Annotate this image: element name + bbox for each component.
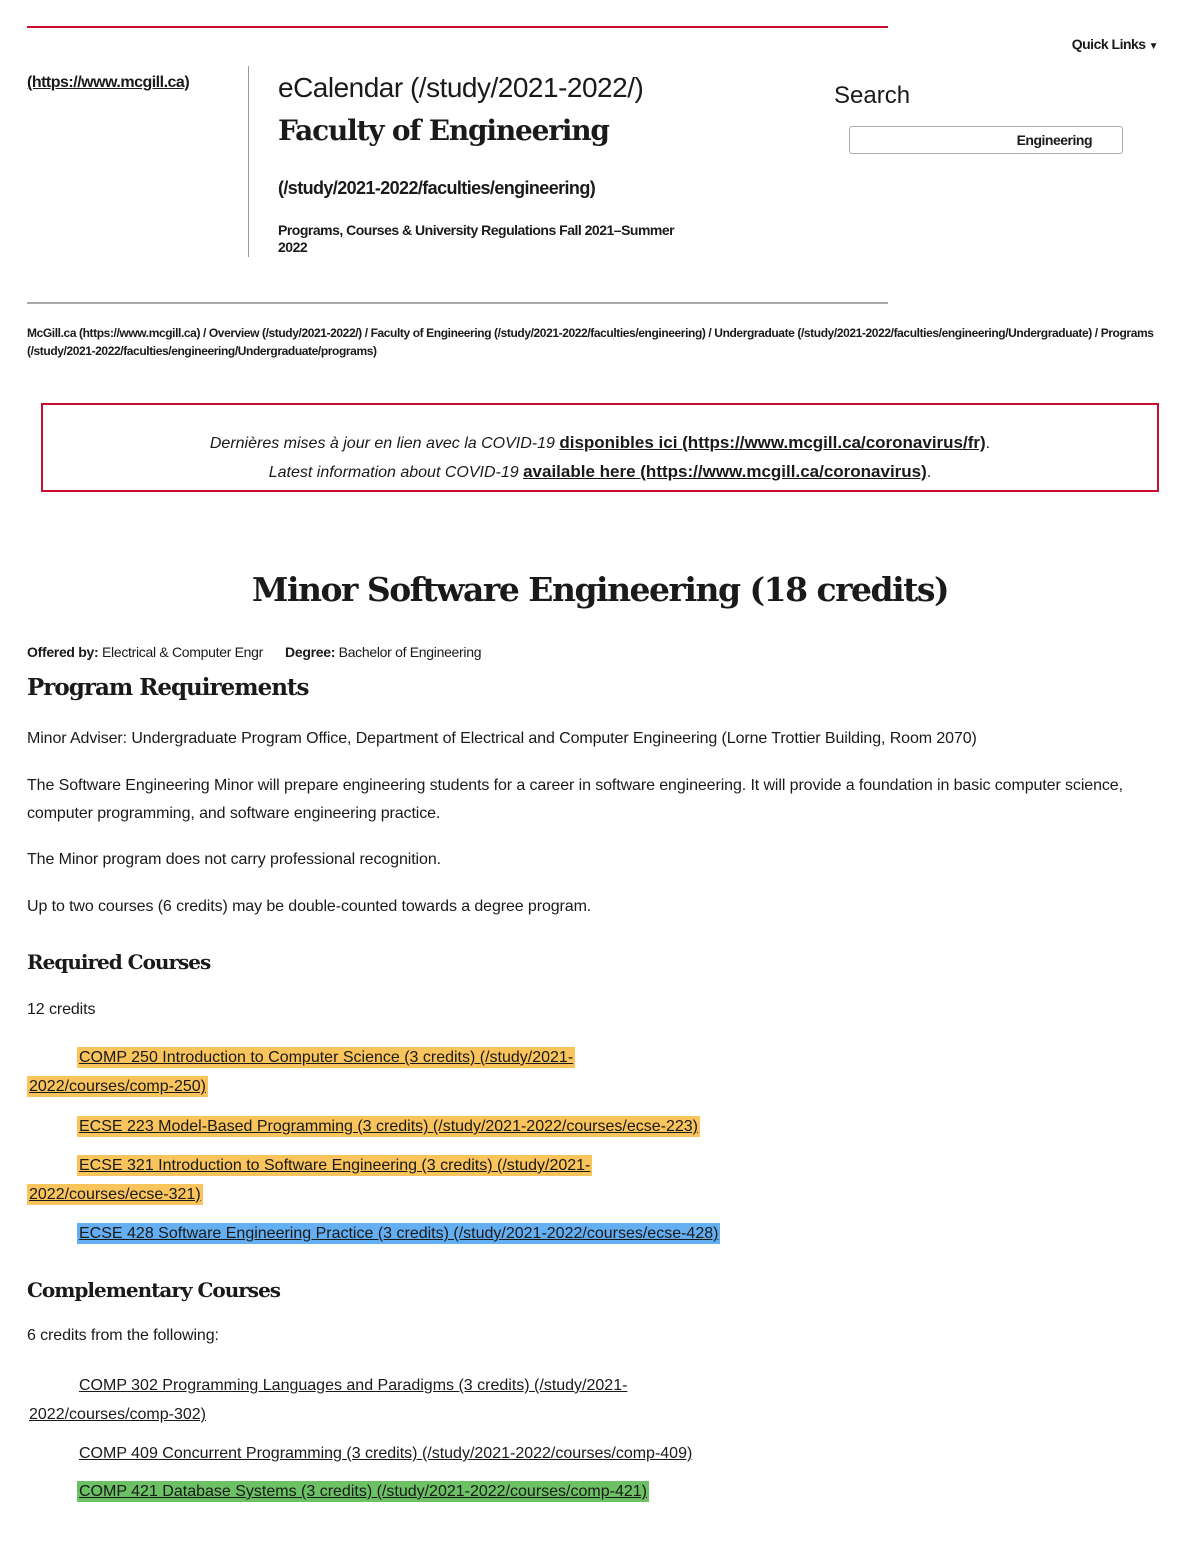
course-link-text[interactable] — [77, 1116, 700, 1137]
course-line: ECSE 223 Model-Based Programming (3 credits) (/study/2021-2022/courses/ecse-223) — [79, 1118, 698, 1135]
top-red-rule — [27, 26, 888, 28]
breadcrumb-item-undergraduate[interactable]: Undergraduate (/study/2021-2022/faculties/engineering/Undergraduate) — [714, 326, 1092, 340]
quick-links-menu[interactable] — [1072, 36, 1158, 52]
period: . — [985, 435, 991, 452]
programs-subtitle: Programs, Courses & University Regulations Fall 2021–Summer 2022 — [278, 222, 675, 255]
course-line: COMP 421 Database Systems (3 credits) (/study/2021-2022/courses/comp-421) — [79, 1483, 647, 1500]
course-line: COMP 302 Programming Languages and Paradigms (3 credits) (/study/2021- — [79, 1377, 628, 1394]
breadcrumb-separator: / — [361, 326, 371, 340]
required-credits: 12 credits — [27, 1001, 96, 1018]
course-link-text[interactable] — [27, 1047, 575, 1097]
degree-label: Degree: — [285, 644, 336, 660]
complementary-credits: 6 credits from the following: — [27, 1327, 219, 1344]
course-link-ecse-223[interactable] — [27, 1112, 927, 1141]
course-link-text[interactable] — [27, 1155, 592, 1205]
breadcrumb-item-programs[interactable]: Programs (/study/2021-2022/faculties/engineering/Undergraduate/programs) — [27, 326, 1154, 358]
mcgill-home-link[interactable]: (https://www.mcgill.ca) — [27, 74, 190, 91]
program-meta — [27, 644, 481, 660]
header-bottom-rule — [27, 302, 888, 304]
breadcrumb-separator: / — [200, 326, 209, 340]
course-link-text[interactable] — [77, 1223, 720, 1244]
offered-by-value: Electrical & Computer Engr — [98, 644, 264, 660]
course-line: 2022/courses/ecse-321) — [29, 1186, 201, 1203]
ecalendar-link[interactable]: eCalendar (/study/2021-2022/) — [278, 72, 644, 103]
page-title: Minor Software Engineering (18 credits) — [251, 570, 949, 609]
program-requirements-heading: Program Requirements — [27, 674, 309, 701]
course-link-ecse-428[interactable] — [27, 1219, 927, 1248]
course-link-comp-302[interactable] — [27, 1371, 927, 1429]
course-line: ECSE 428 Software Engineering Practice (3 credits) (/study/2021-2022/courses/ecse-428) — [79, 1225, 719, 1242]
covid-en-text: Latest information about COVID-19 — [268, 464, 524, 481]
course-line: 2022/courses/comp-302) — [29, 1406, 206, 1423]
covid-en-link[interactable]: available here (https://www.mcgill.ca/coronavirus) — [523, 462, 927, 481]
breadcrumb-item-faculty[interactable]: Faculty of Engineering (/study/2021-2022/faculties/engineering) — [370, 326, 706, 340]
breadcrumb-separator: / — [705, 326, 715, 340]
header-divider — [248, 66, 249, 257]
description-text: The Software Engineering Minor will prepare engineering students for a career in software engineering. It will provide a foundation in basic computer science, computer programming, and software engineering practice. — [27, 777, 1123, 822]
degree-value: Bachelor of Engineering — [335, 644, 482, 660]
course-link-comp-250[interactable] — [27, 1043, 927, 1101]
covid-notice — [41, 403, 1159, 492]
course-link-text[interactable] — [77, 1443, 694, 1464]
period: . — [926, 464, 932, 481]
double-count-text: Up to two courses (6 credits) may be double-counted towards a degree program. — [27, 898, 592, 915]
breadcrumb-separator: / — [1091, 326, 1101, 340]
search-input[interactable]: Engineering — [849, 126, 1123, 154]
offered-by-label: Offered by: — [27, 644, 99, 660]
recognition-text: The Minor program does not carry professional recognition. — [27, 851, 441, 868]
course-link-text[interactable] — [77, 1481, 649, 1502]
course-link-ecse-321[interactable] — [27, 1151, 927, 1209]
course-link-text[interactable] — [27, 1375, 629, 1425]
complementary-courses-heading: Complementary Courses — [27, 1278, 281, 1302]
course-line: COMP 250 Introduction to Computer Science (3 credits) (/study/2021- — [79, 1049, 574, 1066]
adviser-text: Minor Adviser: Undergraduate Program Office, Department of Electrical and Computer Engineering (Lorne Trottier Building, Room 2070) — [27, 730, 977, 747]
breadcrumb-item-overview[interactable]: Overview (/study/2021-2022/) — [208, 326, 362, 340]
search-label: Search — [834, 82, 911, 109]
quick-links-label: Quick Links — [1071, 36, 1146, 52]
faculty-path[interactable]: (/study/2021-2022/faculties/engineering) — [278, 178, 596, 198]
covid-fr-link[interactable]: disponibles ici (https://www.mcgill.ca/coronavirus/fr) — [559, 433, 986, 452]
breadcrumb-item-mcgill[interactable]: McGill.ca (https://www.mcgill.ca) — [27, 326, 201, 340]
course-line: 2022/courses/comp-250) — [29, 1078, 206, 1095]
breadcrumb — [27, 324, 1157, 360]
required-courses-heading: Required Courses — [27, 950, 211, 974]
course-line: ECSE 321 Introduction to Software Engineering (3 credits) (/study/2021- — [79, 1157, 591, 1174]
caret-down-icon: ▼ — [1148, 41, 1158, 52]
course-line: COMP 409 Concurrent Programming (3 credits) (/study/2021-2022/courses/comp-409) — [79, 1445, 693, 1462]
covid-fr-text: Dernières mises à jour en lien avec la COVID-19 — [209, 435, 560, 452]
course-link-comp-421[interactable] — [27, 1477, 927, 1506]
faculty-title[interactable]: Faculty of Engineering — [278, 114, 609, 147]
course-link-comp-409[interactable] — [27, 1439, 927, 1468]
